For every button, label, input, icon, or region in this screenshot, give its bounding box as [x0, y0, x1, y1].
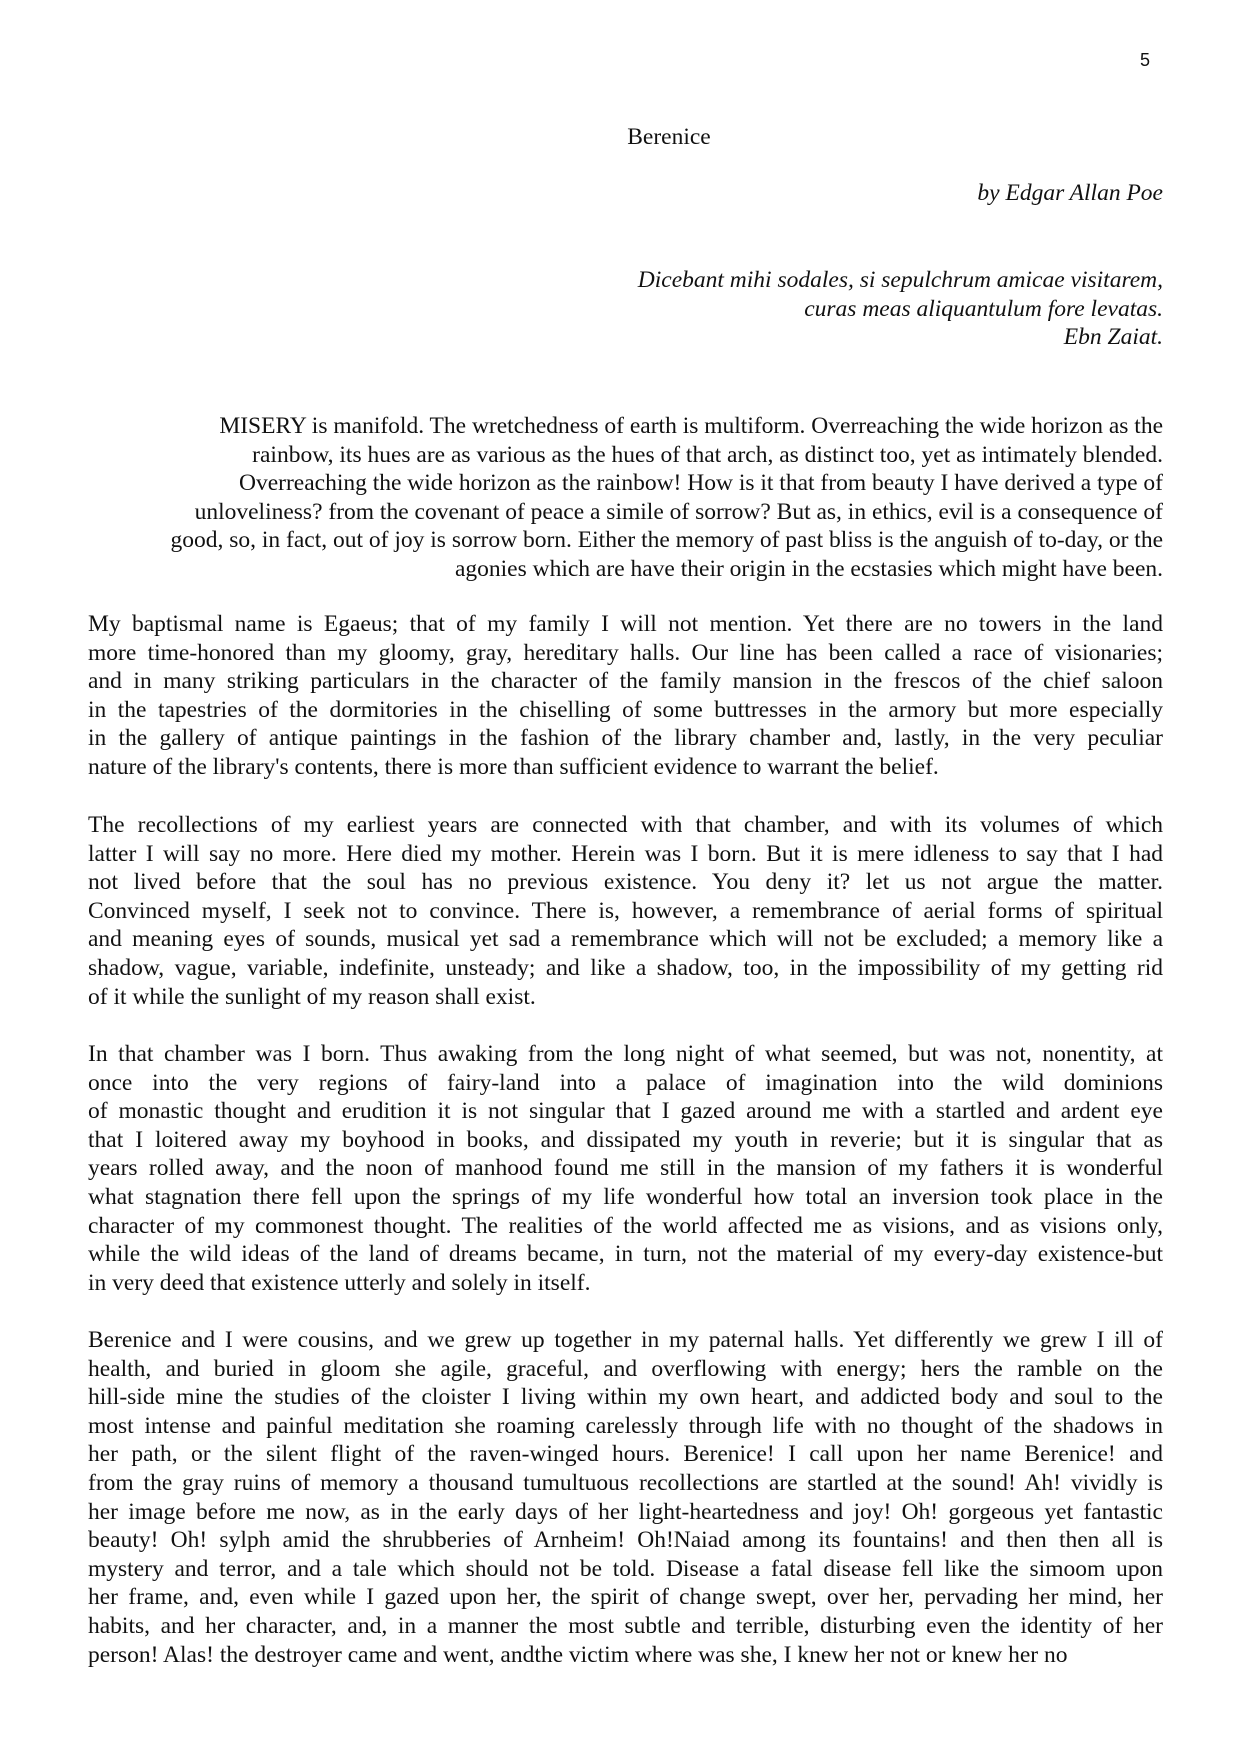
text-line: that I loitered away my boyhood in books, and dissipated my youth in reverie; but it is singular that as [88, 1126, 1163, 1153]
text-line: her path, or the silent flight of the raven-winged hours. Berenice! I call upon her name Berenice! and [88, 1441, 1163, 1468]
epigraph-attribution: Ebn Zaiat. [1063, 324, 1163, 351]
text-line: person! Alas! the destroyer came and went, andthe victim where was she, I knew her not or knew her no [88, 1641, 1068, 1668]
text-line: My baptismal name is Egaeus; that of my family I will not mention. Yet there are no towers in the land [88, 611, 1163, 637]
text-line: while the wild ideas of the land of dreams became, in turn, not the material of my every-day existence-but [88, 1241, 1163, 1268]
text-line: her frame, and, even while I gazed upon her, the spirit of change swept, over her, pervading her mind, her [88, 1584, 1163, 1611]
text-line: hill-side mine the studies of the cloister I living within my own heart, and addicted body and soul to the [88, 1384, 1163, 1411]
text-line: beauty! Oh! sylph amid the shrubberies of Arnheim! Oh!Naiad among its fountains! and then then all is [88, 1527, 1163, 1554]
text-line: Convinced myself, I seek not to convince. There is, however, a remembrance of aerial forms of spiritual [88, 897, 1163, 924]
text-line: MISERY is manifold. The wretchedness of earth is multiform. Overreaching the wide horizon as the [219, 413, 1163, 439]
text-line: what stagnation there fell upon the springs of my life wonderful how total an inversion took place in the [88, 1183, 1163, 1210]
author-byline: by Edgar Allan Poe [977, 180, 1163, 206]
text-line: nature of the library's contents, there is more than sufficient evidence to warrant the belief. [88, 753, 939, 780]
text-line: character of my commonest thought. The realities of the world affected me as visions, and as visions only, [88, 1212, 1163, 1239]
text-line: her image before me now, as in the early days of her light-heartedness and joy! Oh! gorgeous yet fantastic [88, 1498, 1163, 1525]
page-number: 5 [1140, 50, 1151, 70]
text-line: agonies which are have their origin in the ecstasies which might have been. [454, 555, 1163, 582]
text-line: Berenice and I were cousins, and we grew up together in my paternal halls. Yet differently we grew I ill of [88, 1327, 1163, 1353]
text-line: health, and buried in gloom she agile, graceful, and overflowing with energy; hers the ramble on the [88, 1355, 1163, 1382]
text-line: from the gray ruins of memory a thousand tumultuous recollections are startled at the sound! Ah! vividly is [88, 1469, 1163, 1496]
text-line: of monastic thought and erudition it is not singular that I gazed around me with a startled and ardent eye [88, 1098, 1163, 1125]
paragraph-5 [88, 1326, 1163, 1669]
epigraph-line: Dicebant mihi sodales, si sepulchrum amicae visitarem, [637, 267, 1163, 293]
text-line: good, so, in fact, out of joy is sorrow born. Either the memory of past bliss is the anguish of to-day, or the [170, 527, 1163, 554]
text-line: in the tapestries of the dormitories in the chiselling of some buttresses in the armory but more especially [88, 696, 1163, 723]
text-line: and in many striking particulars in the character of the family mansion in the frescos of the chief saloon [88, 668, 1163, 695]
text-line: once into the very regions of fairy-land into a palace of imagination into the wild dominions [88, 1069, 1163, 1096]
text-line: in the gallery of antique paintings in the fashion of the library chamber and, lastly, in the very peculiar [88, 725, 1163, 752]
text-line: unloveliness? from the covenant of peace a simile of sorrow? But as, in ethics, evil is a consequence of [194, 498, 1163, 525]
text-line: shadow, vague, variable, indefinite, unsteady; and like a shadow, too, in the impossibility of my getting rid [88, 954, 1163, 981]
text-line: most intense and painful meditation she roaming carelessly through life with no thought of the shadows in [88, 1412, 1163, 1439]
text-line: in very deed that existence utterly and solely in itself. [88, 1269, 591, 1296]
text-line: The recollections of my earliest years are connected with that chamber, and with its volumes of which [88, 812, 1163, 838]
paragraph-1 [88, 412, 1163, 584]
text-line: In that chamber was I born. Thus awaking from the long night of what seemed, but was not, nonentity, at [88, 1041, 1163, 1067]
epigraph-line: curas meas aliquantulum fore levatas. [804, 295, 1163, 322]
text-line: and meaning eyes of sounds, musical yet sad a remembrance which will not be excluded; a memory like a [88, 926, 1163, 953]
paragraph-3 [88, 811, 1163, 1011]
paragraph-4 [88, 1040, 1163, 1297]
text-line: of it while the sunlight of my reason shall exist. [88, 983, 536, 1010]
epigraph [638, 266, 1163, 352]
text-line: more time-honored than my gloomy, gray, hereditary halls. Our line has been called a race of visionaries; [88, 639, 1163, 666]
text-line: not lived before that the soul has no previous existence. You deny it? let us not argue the matter. [88, 869, 1163, 896]
text-line: rainbow, its hues are as various as the hues of that arch, as distinct too, yet as intimately blended. [252, 441, 1163, 468]
story-title: Berenice [627, 124, 711, 150]
text-line: years rolled away, and the noon of manhood found me still in the mansion of my fathers it is wonderful [88, 1155, 1163, 1182]
paragraph-2 [88, 610, 1163, 782]
text-line: habits, and her character, and, in a manner the most subtle and terrible, disturbing even the identity of her [88, 1612, 1163, 1639]
text-line: mystery and terror, and a tale which should not be told. Disease a fatal disease fell like the simoom upon [88, 1555, 1163, 1582]
text-line: latter I will say no more. Here died my mother. Herein was I born. But it is mere idleness to say that I had [88, 840, 1163, 867]
text-line: Overreaching the wide horizon as the rainbow! How is it that from beauty I have derived a type of [238, 470, 1163, 497]
